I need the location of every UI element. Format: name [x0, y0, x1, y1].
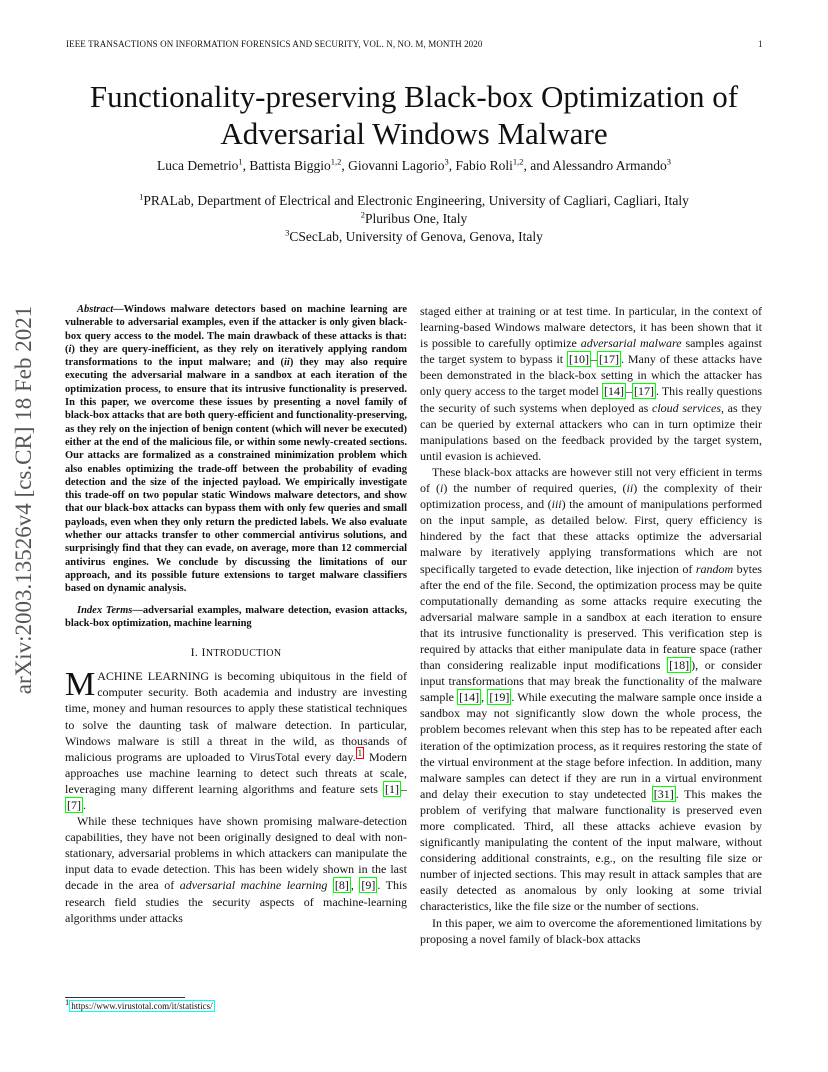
author-affiliation-mark: 3 — [444, 156, 449, 167]
emphasis: adversarial machine learning — [179, 878, 328, 893]
affiliation-mark: 3 — [285, 227, 290, 238]
footnote-url-link[interactable]: https://www.virustotal.com/it/statistics/ — [71, 1001, 213, 1011]
citation-link[interactable]: [10] — [569, 352, 590, 367]
paragraph-text: . This research field studies the security aspects of machine-learning algorithms under attacks — [65, 878, 408, 925]
author-name: Alessandro Armando — [552, 158, 667, 173]
paragraph-text: . Many of these attacks have been demonstrated in the black-box setting in which the attacker has only query access to the target model — [420, 352, 763, 399]
abstract-roman-i: i — [68, 343, 72, 355]
citation-link[interactable]: [14] — [603, 384, 624, 399]
index-terms — [65, 604, 407, 631]
footnote — [65, 997, 215, 1011]
citation-separator: , — [350, 878, 360, 893]
affiliation-mark: 1 — [139, 191, 144, 202]
citation-range-dash: – — [625, 384, 632, 399]
paragraph-text: . — [83, 797, 86, 812]
affiliation-mark: 2 — [360, 209, 365, 220]
emphasis: random — [695, 561, 734, 576]
citation-range-dash: – — [401, 781, 407, 796]
footnote-mark: 1 — [65, 997, 70, 1007]
abstract-label: Abstract — [77, 304, 114, 315]
section-heading-first-letter: I — [201, 645, 206, 660]
paragraph-text: ) the number of required queries, ( — [443, 481, 627, 496]
title-line-1: Functionality-preserving Black-box Optimization of — [89, 79, 739, 114]
paper-title — [40, 78, 788, 152]
index-terms-label: Index Terms — [77, 604, 133, 616]
paragraph-text: staged either at training or at test time. In particular, in the context of learning-based Windows malware detectors, it has been shown that it is possible to carefully optimize — [420, 304, 762, 351]
paragraph-text: bytes after the end of the file. Second, the optimization process may be quite computationally demanding as some attacks require executing the adversarial malware sample in a sandbox at each iteration to ensure that its intrusive functionality is preserved. This verification step is required by attacks that either manipulate data in feature space (rather than considering realizable input modifications — [420, 561, 762, 673]
running-header: IEEE TRANSACTIONS ON INFORMATION FORENSICS AND SECURITY, VOL. N, NO. M, MONTH 2020 — [66, 39, 483, 49]
affiliation-text: CSecLab, University of Genova, Genova, Italy — [289, 229, 543, 244]
paragraph — [65, 813, 407, 926]
paragraph — [420, 464, 762, 915]
right-column — [420, 303, 762, 947]
paragraph-text: In this paper, we aim to overcome the aforementioned limitations by proposing a novel family of black-box attacks — [420, 915, 762, 946]
section-heading-rest: NTRODUCTION — [205, 648, 282, 660]
citation-link[interactable]: [31] — [653, 786, 674, 801]
footnote-link[interactable]: 1 — [357, 747, 363, 758]
author-name: Fabio Roli — [455, 158, 513, 173]
affiliation — [40, 229, 788, 245]
paragraph-text: Modern approaches use machine learning to detect such threats at scale, leveraging many different learning algorithms and feature sets — [65, 749, 407, 796]
abstract-text: ) they are query-inefficient, as they rely on iteratively applying random transformations to the input malware; and ( — [65, 343, 407, 369]
paragraph-text: . While executing the malware sample once inside a sandbox may not significantly slow down the whole process, the problem becomes relevant when this step has to be repeated after each iteration of the optimization process, as it requires restoring the state of the virtual environment at the stage before infection. In addition, many malware samples can detect if they are run in a virtual environment and delay their execution to stay undetected — [420, 690, 762, 801]
author-affiliation-mark: 1 — [238, 156, 243, 167]
affiliation-text: Pluribus One, Italy — [364, 211, 468, 226]
emphasis: cloud services — [652, 400, 721, 415]
citation-link[interactable]: [9] — [361, 878, 376, 893]
author-name: Luca Demetrio — [157, 158, 239, 173]
citation-link[interactable]: [18] — [669, 658, 690, 673]
citation-link[interactable]: [19] — [489, 690, 510, 705]
section-number: I. — [190, 645, 202, 660]
paragraph-text: While these techniques have shown promising malware-detection capabilities, they have not been originally designed to deal with non-stationary, adversarial problems in which attackers can manipulate the input data to evade detection. This has been widely shown in the last decade in the area of — [65, 814, 407, 893]
abstract-text: —Windows malware detectors based on machine learning are vulnerable to adversarial examples, even if the attacker is only given black-box query access to the model. The main drawback of these attacks is that: ( — [65, 304, 407, 355]
left-column — [65, 303, 407, 926]
author-affiliation-mark: 3 — [666, 156, 671, 167]
author-list: Luca Demetrio$^1$, Battista Biggio$^{1,2}$, Giovanni Lagorio$^3$, Fabio Roli$^{1,2}$, and Alessandro Armando$^3$ — [157, 156, 671, 173]
affiliation — [40, 193, 788, 209]
paragraph-text: ), or consider input transformations that may break the functionality of the malware sample — [420, 658, 762, 705]
roman-numeral-ii: ii — [626, 481, 634, 496]
title-line-2: Adversarial Windows Malware — [220, 116, 608, 151]
author-name: Giovanni Lagorio — [348, 158, 445, 173]
citation-link[interactable]: [17] — [633, 384, 654, 399]
page-number: 1 — [758, 39, 763, 49]
roman-numeral-i: i — [440, 481, 444, 496]
arxiv-identifier-watermark: arXiv:2003.13526v4 [cs.CR] 18 Feb 2021 — [11, 305, 36, 695]
citation-separator: , — [481, 690, 488, 705]
paragraph-text: ) the complexity of their optimization process, and ( — [420, 481, 762, 512]
dropcap: M — [65, 666, 96, 704]
paragraph-text: . This makes the problem of verifying that malware functionality is preserved even more complicated. Third, all these attacks achieve evasion by significantly manipulating the content of the input malware, without considering additional constraints, e.g., on the resulting file size or number of injected sections. This may result in attack samples that are easily detected as anomalous by only looking at some trivial characteristics, like the file size or the number of sections. — [420, 786, 762, 914]
paragraph — [420, 915, 762, 947]
paragraph-text: These black-box attacks are however still not very efficient in terms of ( — [420, 464, 762, 496]
citation-link[interactable]: [7] — [67, 797, 81, 812]
footnote-rule — [65, 997, 185, 998]
smallcaps-lead: ACHINE LEARNING — [97, 669, 210, 684]
author-affiliation-mark: 1,2 — [512, 156, 524, 167]
citation-link[interactable]: [1] — [385, 781, 399, 796]
paragraph-text: ) the amount of manipulations performed on the input sample, as detailed below. First, query efficiency is hindered by the fact that these attacks optimize the adversarial malware by iteratively applying transformations which are not specifically targeted to evade detection, like injection of — [420, 497, 762, 576]
paragraph-text: , as they can be queried by external attackers who can in turn optimize their manipulations based on the feedback provided by the target system, until evasion is achieved. — [420, 400, 763, 463]
abstract-roman-ii: ii — [284, 357, 290, 369]
abstract-text: ) they may also require executing the adversarial malware in a sandbox at each iteration of the optimization process, to ensure that its intrusive functionality is preserved. In this paper, we overcome these issues by presenting a novel family of black-box attacks that are both query-efficient and functionality-preserving, as they rely on the injection of benign content (which will never be executed) either at the end of the malicious file, or within some newly-created sections. Our attacks are formalized as a constrained minimization problem which also enables optimizing the trade-off between the probability of evading detection and the size of the injected payload. We empirically investigate this trade-off on two popular static Windows malware detectors, and show that our black-box attacks can bypass them with only few queries and small payloads, even when they only return the predicted labels. We also evaluate whether our attacks transfer to other commercial antivirus solutions, and surprisingly find that they can evade, on average, more than 12 commercial antivirus engines. We conclude by discussing the limitations of our approach, and its possible future extensions to target malware classifiers based on dynamic analysis. — [65, 357, 407, 595]
paragraph-text: . This really questions the security of such systems when deployed as — [420, 384, 762, 415]
affiliation-text: PRALab, Department of Electrical and Electronic Engineering, University of Cagliari, Cagliari, Italy — [143, 193, 689, 208]
citation-link[interactable]: [8] — [334, 878, 349, 893]
paragraph — [65, 668, 407, 813]
paragraph — [420, 303, 762, 464]
author-affiliation-mark: 1,2 — [330, 156, 342, 167]
citation-link[interactable]: [14] — [459, 690, 480, 705]
section-heading-introduction — [65, 644, 407, 662]
paragraph-text: is becoming ubiquitous in the field of computer security. Both academia and industry are investing time, money and human resources to apply these statistical techniques to solve the daunting task of malware detection. In particular, Windows malware is still a threat in the wild, as thousands of malicious programs are uploaded to VirusTotal every day. — [65, 669, 407, 764]
citation-link[interactable]: [17] — [599, 352, 620, 367]
affiliation — [40, 211, 788, 227]
citation-range-dash: – — [591, 352, 598, 367]
emphasis: adversarial malware — [580, 336, 682, 351]
index-terms-text: —adversarial examples, malware detection, evasion attacks, black-box optimization, machine learning — [65, 604, 407, 629]
author-name: Battista Biggio — [249, 158, 331, 173]
abstract — [65, 303, 407, 596]
roman-numeral-iii: iii — [551, 497, 562, 512]
paragraph-text: samples against the target system to bypass it — [420, 336, 762, 367]
